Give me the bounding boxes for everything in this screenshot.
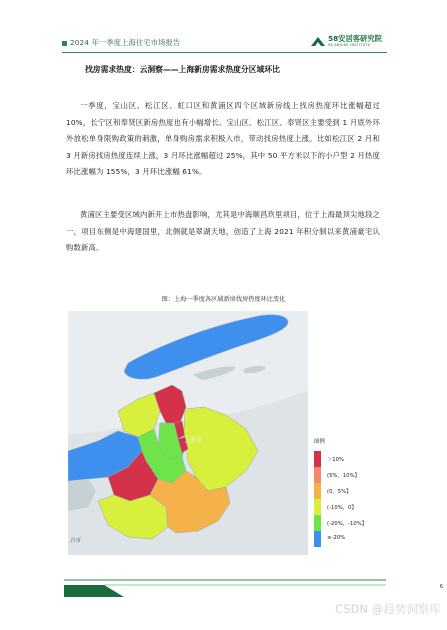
edge-city-label: 兴市 bbox=[70, 538, 82, 544]
legend-label: (0，5%】 bbox=[327, 489, 352, 495]
logo-en-text: 58 ANJUKE INSTITUTE bbox=[328, 43, 371, 47]
legend-swatch bbox=[314, 515, 321, 531]
map-legend bbox=[314, 437, 376, 555]
legend-item bbox=[314, 515, 376, 531]
legend-label: (5%，10%】 bbox=[327, 473, 360, 479]
legend-swatch bbox=[314, 499, 321, 515]
legend-swatch bbox=[314, 451, 321, 467]
legend-item bbox=[314, 451, 376, 467]
legend-title: 图例 bbox=[314, 439, 325, 445]
page-number: 6 bbox=[439, 584, 443, 590]
legend-item bbox=[314, 531, 376, 547]
figure-caption: 图：上海一季度各区域新房找房热度环比变化 bbox=[161, 296, 286, 303]
city-label: 上海市 bbox=[184, 437, 203, 444]
legend-label: ≤-20% bbox=[327, 535, 346, 541]
report-title bbox=[62, 38, 180, 48]
brand-logo bbox=[311, 34, 387, 50]
legend-item bbox=[314, 499, 376, 515]
house-logo-icon bbox=[311, 36, 325, 47]
legend-swatch bbox=[314, 531, 321, 547]
legend-item bbox=[314, 483, 376, 499]
csdn-watermark: CSDN @趋势洞察库 bbox=[335, 603, 441, 616]
header-divider bbox=[62, 52, 387, 53]
legend-swatch bbox=[314, 467, 321, 483]
section-title: 找房需求热度：云洞察——上海新房需求热度分区域环比 bbox=[85, 65, 280, 74]
legend-swatch bbox=[314, 483, 321, 499]
paragraph-1: 一季度，宝山区、松江区、虹口区和黄浦区四个区域新房线上找房热度环比涨幅超过 10%，长宁区和奉贤区新房热度也有小幅增长。宝山区、松江区、奉贤区主要受到 1 月底外环外放松单身限购政策的刺激，单身购房需求积极入市，带动找房热度上涨。比如松江区 2 月和 3 月新房找房热度连续上涨，3 月环比涨幅超过 25%，其中 50 平方米以下的小户型 2 月热度环比涨幅为 155%，3 月环比涨幅 61%。 bbox=[66, 101, 380, 177]
logo-cn-text: 58安居客研究院 bbox=[328, 34, 382, 43]
legend-item bbox=[314, 467, 376, 483]
footer-band bbox=[64, 577, 386, 597]
title-bullet-icon bbox=[62, 41, 67, 46]
paragraph-2: 黄浦区主要受区域内新开上市热盘影响，尤其是中海顺昌玖里项目，位于上海最顶尖地段之一，项目东侧是中海建国里，北侧就是翠湖天地，创造了上海 2021 年积分制以来黄浦豪宅认购数新高。 bbox=[66, 210, 380, 253]
legend-label: (-10%，0】 bbox=[327, 505, 357, 511]
shanghai-district-map bbox=[68, 311, 308, 555]
page-header bbox=[62, 34, 387, 52]
legend-label: ＞10% bbox=[327, 457, 345, 463]
legend-label: (-20%，-10%】 bbox=[327, 521, 368, 527]
report-title-text: 2024 年一季度上海住宅市场报告 bbox=[70, 38, 181, 47]
